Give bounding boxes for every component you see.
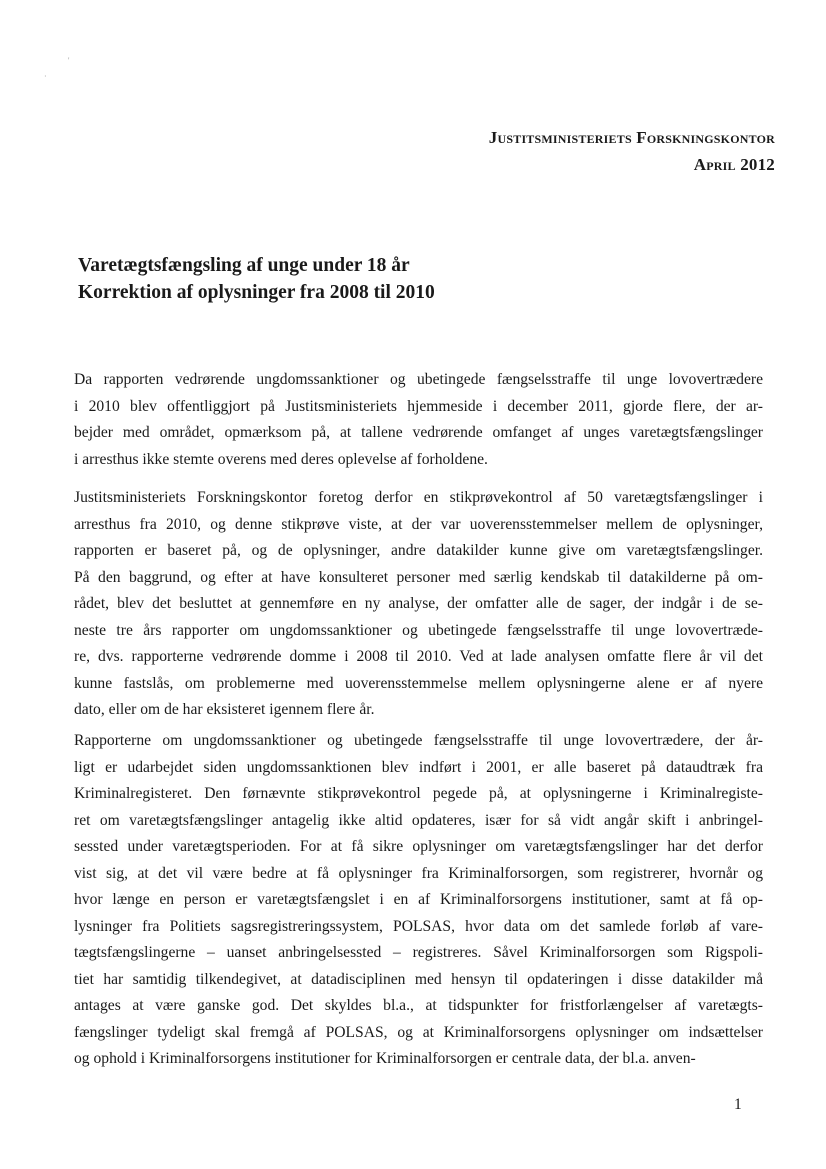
- text-line: vist sig, at det vil være bedre at få oplysninger fra Kriminalforsorgen, som registrerer, hvornår og: [74, 864, 763, 882]
- text-line: re, dvs. rapporterne vedrørende domme i 2008 til 2010. Ved at lade analysen omfatte flere år vil det: [74, 648, 763, 665]
- text-line: arresthus fra 2010, og denne stikprøve viste, at der var uoverensstemmelser mellem de oplysninger,: [74, 515, 763, 533]
- text-line: bejder med området, opmærksom på, at tallene vedrørende omfanget af unges varetægtsfængslinger: [74, 424, 763, 441]
- text-line: kunne fastslås, om problemerne med uoverensstemmelse mellem oplysningerne alene er af nyere: [74, 674, 763, 692]
- text-line: og ophold i Kriminalforsorgens institutioner for Kriminalforsorgen er centrale data, der bl.a. anven-: [74, 1050, 696, 1067]
- text-line: neste tre års rapporter om ungdomssanktioner og ubetingede fængselsstraffe til unge lovovertræde-: [74, 621, 763, 639]
- text-line: ret om varetægtsfængslinger antagelig ikke altid opdateres, især for så vidt angår skift i anbringel-: [74, 811, 763, 829]
- document-title: Varetægtsfængsling af unge under 18 år: [78, 255, 410, 276]
- text-line: Rapporterne om ungdomssanktioner og ubetingede fængselsstraffe til unge lovovertrædere, der år-: [74, 732, 763, 749]
- text-line: hvor længe en person er varetægtsfængslet i en af Kriminalforsorgens institutioner, samt at få op-: [74, 891, 763, 908]
- text-line: Kriminalregisteret. Den førnævnte stikprøvekontrol pegede på, at oplysningerne i Kriminalregiste-: [74, 785, 763, 802]
- text-line: ligt er udarbejdet siden ungdomssanktionen blev indført i 2001, er alle baseret på dataudtræk fra: [74, 758, 763, 776]
- text-line: fængslinger tydeligt skal fremgå af POLSAS, og at Kriminalforsorgens oplysninger om indsættelser: [74, 1023, 763, 1041]
- document-subtitle: Korrektion af oplysninger fra 2008 til 2010: [78, 282, 435, 303]
- text-line: Justitsministeriets Forskningskontor foretog derfor en stikprøvekontrol af 50 varetægtsfængslinger i: [74, 489, 763, 506]
- scan-speck: ·: [44, 72, 47, 81]
- text-line: i arresthus ikke stemte overens med deres oplevelse af forholdene.: [74, 450, 488, 468]
- text-line: Da rapporten vedrørende ungdomssanktioner og ubetingede fængselsstraffe til unge lovovertrædere: [74, 371, 763, 388]
- text-line: lysninger fra Politiets sagsregistreringssystem, POLSAS, hvor data om det samlede forløb af vare-: [74, 917, 763, 935]
- text-line: rapporten er baseret på, og de oplysninger, andre datakilder kunne give om varetægtsfængslinger.: [74, 542, 763, 559]
- text-line: i 2010 blev offentliggjort på Justitsministeriets hjemmeside i december 2011, gjorde flere, der ar-: [74, 397, 763, 415]
- paragraph-1: [74, 367, 763, 473]
- text-line: tiet har samtidig tilkendegivet, at datadisciplinen med hensyn til opdateringen i disse datakilder må: [74, 970, 763, 988]
- text-line: antages at være ganske god. Det skyldes bl.a., at tidspunkter for fristforlængelser af varetægts-: [74, 997, 763, 1014]
- header-organization: Justitsministeriets Forskningskontor: [488, 128, 775, 147]
- text-line: sessted under varetægtsperioden. For at få sikre oplysninger om varetægtsfængslinger har det derfor: [74, 838, 763, 855]
- paragraph-3: [74, 728, 763, 1073]
- text-line: dato, eller om de har eksisteret igennem flere år.: [74, 701, 375, 718]
- text-line: tægtsfængslingerne – uanset anbringelsessted – registreres. Såvel Kriminalforsorgen som Rigspoli-: [74, 944, 763, 961]
- text-line: På den baggrund, og efter at have konsulteret personer med særlig kendskab til datakilderne på om-: [74, 568, 763, 586]
- text-line: rådet, blev det besluttet at gennemføre en ny analyse, der omfatter alle de sager, der indgår i de se-: [74, 595, 763, 612]
- page-number: 1: [734, 1096, 742, 1113]
- paragraph-2: [74, 485, 763, 724]
- scan-speck: ': [68, 56, 70, 65]
- header-date: April 2012: [693, 155, 775, 174]
